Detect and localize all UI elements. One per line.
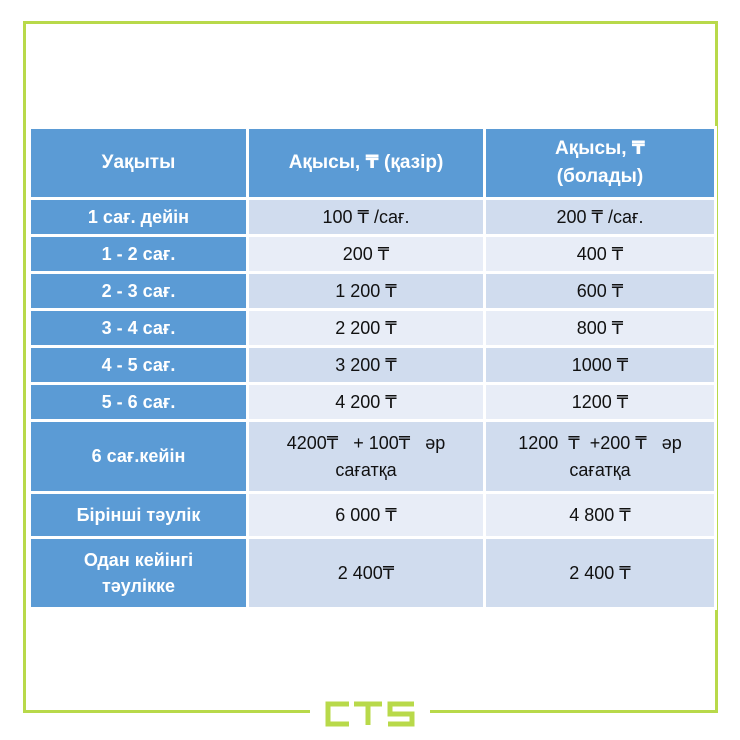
header-time: Уақыты	[30, 128, 248, 199]
header-row	[30, 128, 716, 199]
table-row	[30, 347, 716, 384]
table-row	[30, 273, 716, 310]
table-row	[30, 493, 716, 538]
row-price-future: 1200 ₸	[485, 384, 716, 421]
header-price-future-line2: (болады)	[556, 166, 644, 187]
row-price-now: 6 000 ₸	[248, 493, 485, 538]
row-price-future: 4 800 ₸	[485, 493, 716, 538]
table-row	[30, 310, 716, 347]
row-price-future: 200 ₸ /сағ.	[485, 199, 716, 236]
tariff-table	[28, 126, 717, 610]
row-price-future	[485, 421, 716, 493]
row-time	[30, 538, 248, 609]
table-row	[30, 421, 716, 493]
header-price-future	[485, 128, 716, 199]
row-price-future: 1000 ₸	[485, 347, 716, 384]
row-time-line1: Одан кейінгі	[83, 549, 194, 570]
row-time: 4 - 5 сағ.	[30, 347, 248, 384]
row-price-now: 1 200 ₸	[248, 273, 485, 310]
row-time: 5 - 6 сағ.	[30, 384, 248, 421]
row-price-future: 600 ₸	[485, 273, 716, 310]
table-row	[30, 384, 716, 421]
row-time: 3 - 4 сағ.	[30, 310, 248, 347]
row-time: Бірінші тәулік	[30, 493, 248, 538]
table-row	[30, 236, 716, 273]
row-price-now-line1: 4200₸ + 100₸ әр	[286, 433, 446, 454]
row-price-now: 3 200 ₸	[248, 347, 485, 384]
row-price-now: 2 200 ₸	[248, 310, 485, 347]
row-price-now: 4 200 ₸	[248, 384, 485, 421]
row-time-line2: тәулікке	[101, 576, 176, 596]
row-price-future: 800 ₸	[485, 310, 716, 347]
row-time: 6 сағ.кейін	[30, 421, 248, 493]
table-row	[30, 538, 716, 609]
row-price-future-line2: сағатқа	[569, 459, 631, 480]
header-price-future-line1: Ақысы, ₸	[554, 138, 646, 160]
row-price-now: 100 ₸ /сағ.	[248, 199, 485, 236]
table-row	[30, 199, 716, 236]
header-price-now: Ақысы, ₸ (қазір)	[248, 128, 485, 199]
row-time: 1 - 2 сағ.	[30, 236, 248, 273]
row-price-future: 400 ₸	[485, 236, 716, 273]
row-price-now-line2: сағатқа	[335, 459, 397, 480]
row-price-now: 200 ₸	[248, 236, 485, 273]
row-price-future-line1: 1200 ₸ +200 ₸ әр	[518, 433, 682, 454]
row-price-now: 2 400₸	[248, 538, 485, 609]
row-time: 2 - 3 сағ.	[30, 273, 248, 310]
cts-logo	[322, 700, 418, 728]
row-time: 1 сағ. дейін	[30, 199, 248, 236]
row-price-future: 2 400 ₸	[485, 538, 716, 609]
row-price-now	[248, 421, 485, 493]
